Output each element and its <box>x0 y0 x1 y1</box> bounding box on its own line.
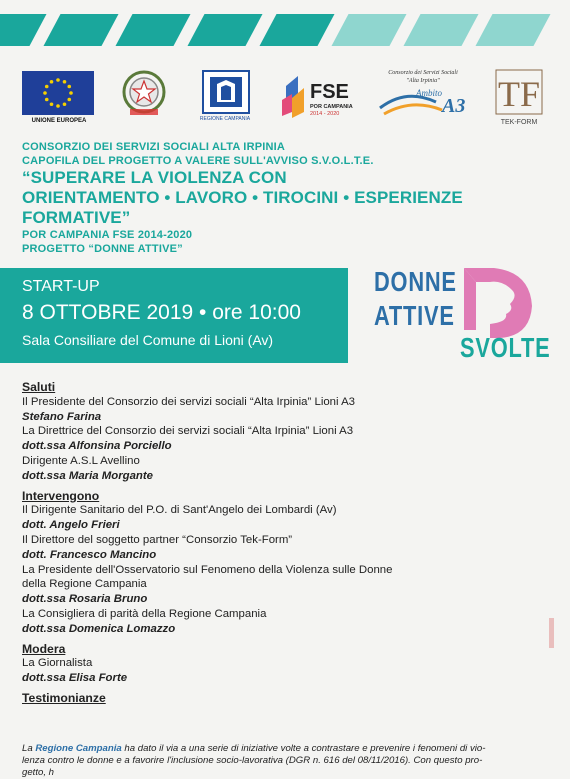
footer-text-1: ha dato il via a una serie di iniziative volte a contrastare e prevenire i fenomeni di vio- <box>124 743 486 754</box>
regione-campania-logo-icon <box>202 70 250 114</box>
project-header <box>22 140 552 256</box>
speaker-name: dott.ssa Rosaria Bruno <box>22 593 148 606</box>
footer-lead: La <box>22 743 33 754</box>
speaker-name: dott. Angelo Frieri <box>22 519 120 532</box>
logo-word-svolte: SVOLTE <box>460 332 551 363</box>
speaker-role: La Presidente dell'Osservatorio sul Fenomeno della Violenza sulle Donne <box>22 563 393 576</box>
svg-text:TF: TF <box>497 74 541 114</box>
svg-text:FSE: FSE <box>310 81 349 103</box>
svg-text:"Alta Irpinia": "Alta Irpinia" <box>406 78 440 84</box>
header-line-2: CAPOFILA DEL PROGETTO A VALERE SULL'AVVISO S.V.O.L.T.E. <box>22 155 374 167</box>
stripe-decoration <box>475 14 550 46</box>
speaker-name: dott.ssa Alfonsina Porciello <box>22 440 172 453</box>
moderator-role: La Giornalista <box>22 657 93 670</box>
speaker-role: Il Direttore del soggetto partner “Consorzio Tek-Form” <box>22 533 293 546</box>
header-line-4: PROGETTO “DONNE ATTIVE” <box>22 243 183 255</box>
footer-paragraph <box>22 743 550 779</box>
stripe-decoration <box>331 14 406 46</box>
moderator-name: dott.ssa Elisa Forte <box>22 672 128 685</box>
stripe-decoration <box>187 14 262 46</box>
stripe-decoration <box>259 14 334 46</box>
donne-attive-svolte-logo <box>372 266 550 366</box>
stripe-decoration <box>0 14 47 46</box>
speaker-name: dott.ssa Maria Morgante <box>22 469 154 482</box>
tek-form-logo-icon <box>490 68 550 128</box>
stripe-decoration <box>43 14 118 46</box>
footer-text-2: lenza contro le donne e a favorire l'inclusione socio-lavorativa (DGR n. 616 del 08/11/2016). Con questo pro- <box>22 755 483 766</box>
speaker-name: Stefano Farina <box>22 410 102 423</box>
campania-caption: REGIONE CAMPANIA <box>199 116 251 122</box>
eu-caption: UNIONE EUROPEA <box>31 118 87 124</box>
speaker-name: dott. Francesco Mancino <box>22 548 157 561</box>
speaker-role: Il Presidente del Consorzio dei servizi sociali “Alta Irpinia” Lioni A3 <box>22 395 356 408</box>
fse-logo-icon <box>280 68 354 123</box>
decorative-stripe-bar <box>0 14 570 46</box>
header-title-2: ORIENTAMENTO • LAVORO • TIROCINI • ESPERIENZE FORMATIVE” <box>22 188 463 227</box>
header-line-3: POR CAMPANIA FSE 2014-2020 <box>22 229 193 241</box>
speaker-name: dott.ssa Domenica Lomazzo <box>22 622 176 635</box>
side-watermark <box>549 618 554 648</box>
svg-text:Consorzio dei Servizi Sociali: Consorzio dei Servizi Sociali <box>388 70 458 76</box>
speaker-role: La Consigliera di parità della Regione Campania <box>22 607 267 620</box>
consorzio-ambito-a3-logo-icon <box>376 68 470 123</box>
svg-text:Ambito: Ambito <box>416 88 442 98</box>
section-heading-intervengono: Intervengono <box>22 488 100 503</box>
section-heading-modera: Modera <box>22 641 66 656</box>
stripe-decoration <box>403 14 478 46</box>
svg-text:TEK-FORM: TEK-FORM <box>500 119 538 126</box>
svg-text:A3: A3 <box>442 95 466 117</box>
svg-text:POR CAMPANIA: POR CAMPANIA <box>310 104 353 110</box>
event-date: 8 OTTOBRE 2019 • ore 10:00 <box>22 301 301 324</box>
stripe-decoration <box>115 14 190 46</box>
footer-regione-campania: Regione Campania <box>35 743 122 754</box>
event-panel <box>0 268 348 363</box>
speaker-role-continued: della Regione Campania <box>22 578 147 591</box>
footer-text-3: getto, h <box>22 767 55 778</box>
eu-flag-icon <box>22 71 94 115</box>
section-heading-testimonianze: Testimonianze <box>22 690 106 705</box>
section-heading-saluti: Saluti <box>22 380 56 394</box>
logos-row <box>22 68 550 130</box>
programme <box>22 380 542 706</box>
header-title-1: “SUPERARE LA VIOLENZA CON <box>22 168 287 187</box>
logo-word-donne: DONNE <box>374 266 457 297</box>
speaker-role: La Direttrice del Consorzio dei servizi sociali “Alta Irpinia” Lioni A3 <box>22 425 354 438</box>
speaker-role: Il Dirigente Sanitario del P.O. di Sant'Angelo dei Lombardi (Av) <box>22 504 337 517</box>
event-venue: Sala Consiliare del Comune di Lioni (Av) <box>22 332 274 348</box>
header-line-1: CONSORZIO DEI SERVIZI SOCIALI ALTA IRPINIA <box>22 141 286 153</box>
speaker-role: Dirigente A.S.L Avellino <box>22 454 140 467</box>
logo-word-attive: ATTIVE <box>374 300 455 331</box>
event-kind: START-UP <box>22 278 100 295</box>
svg-text:2014 - 2020: 2014 - 2020 <box>310 111 340 117</box>
italian-republic-emblem-icon <box>120 68 168 118</box>
